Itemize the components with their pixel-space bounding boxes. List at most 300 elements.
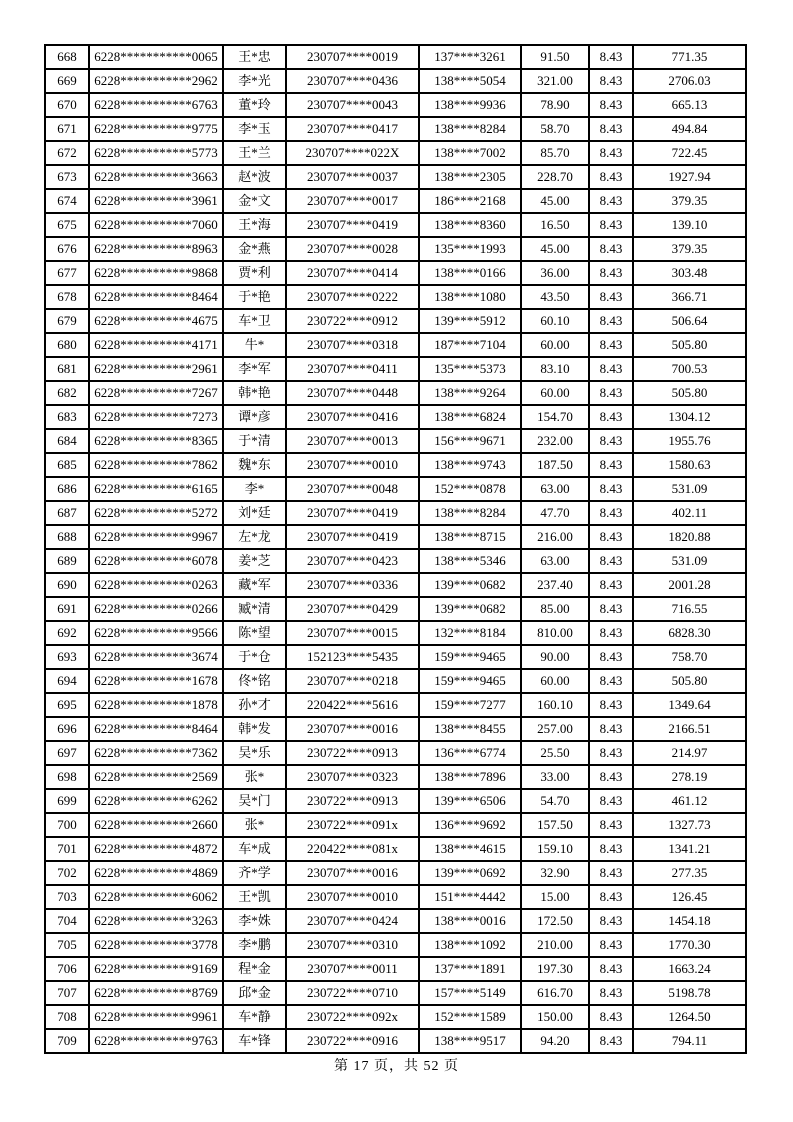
cell-total: 494.84 bbox=[633, 117, 746, 141]
cell-serial-no: 674 bbox=[45, 189, 89, 213]
cell-serial-no: 691 bbox=[45, 597, 89, 621]
cell-name: 王*兰 bbox=[223, 141, 286, 165]
cell-serial-no: 703 bbox=[45, 885, 89, 909]
cell-id-number: 230707****0336 bbox=[286, 573, 419, 597]
cell-card-number: 6228***********7862 bbox=[89, 453, 223, 477]
cell-card-number: 6228***********4171 bbox=[89, 333, 223, 357]
cell-amount: 16.50 bbox=[521, 213, 589, 237]
cell-serial-no: 669 bbox=[45, 69, 89, 93]
table-row bbox=[45, 477, 746, 501]
cell-rate: 8.43 bbox=[589, 237, 633, 261]
cell-serial-no: 683 bbox=[45, 405, 89, 429]
cell-total: 1820.88 bbox=[633, 525, 746, 549]
cell-phone: 136****9692 bbox=[419, 813, 521, 837]
cell-rate: 8.43 bbox=[589, 573, 633, 597]
cell-card-number: 6228***********6165 bbox=[89, 477, 223, 501]
cell-name: 魏*东 bbox=[223, 453, 286, 477]
cell-total: 505.80 bbox=[633, 381, 746, 405]
cell-total: 1327.73 bbox=[633, 813, 746, 837]
cell-card-number: 6228***********6763 bbox=[89, 93, 223, 117]
cell-serial-no: 706 bbox=[45, 957, 89, 981]
cell-serial-no: 687 bbox=[45, 501, 89, 525]
cell-card-number: 6228***********7060 bbox=[89, 213, 223, 237]
cell-total: 794.11 bbox=[633, 1029, 746, 1053]
cell-serial-no: 685 bbox=[45, 453, 89, 477]
cell-total: 1663.24 bbox=[633, 957, 746, 981]
cell-amount: 54.70 bbox=[521, 789, 589, 813]
cell-serial-no: 705 bbox=[45, 933, 89, 957]
cell-total: 531.09 bbox=[633, 549, 746, 573]
cell-card-number: 6228***********2660 bbox=[89, 813, 223, 837]
cell-rate: 8.43 bbox=[589, 117, 633, 141]
cell-name: 谭*彦 bbox=[223, 405, 286, 429]
cell-phone: 152****1589 bbox=[419, 1005, 521, 1029]
cell-name: 张* bbox=[223, 765, 286, 789]
cell-total: 505.80 bbox=[633, 669, 746, 693]
cell-total: 278.19 bbox=[633, 765, 746, 789]
cell-rate: 8.43 bbox=[589, 621, 633, 645]
table-row bbox=[45, 933, 746, 957]
cell-amount: 85.70 bbox=[521, 141, 589, 165]
cell-rate: 8.43 bbox=[589, 261, 633, 285]
table-row bbox=[45, 813, 746, 837]
cell-amount: 47.70 bbox=[521, 501, 589, 525]
cell-card-number: 6228***********2961 bbox=[89, 357, 223, 381]
cell-serial-no: 668 bbox=[45, 45, 89, 69]
cell-total: 722.45 bbox=[633, 141, 746, 165]
cell-total: 379.35 bbox=[633, 189, 746, 213]
cell-name: 李*光 bbox=[223, 69, 286, 93]
cell-serial-no: 692 bbox=[45, 621, 89, 645]
cell-amount: 33.00 bbox=[521, 765, 589, 789]
cell-rate: 8.43 bbox=[589, 45, 633, 69]
table-row bbox=[45, 597, 746, 621]
cell-card-number: 6228***********5773 bbox=[89, 141, 223, 165]
cell-rate: 8.43 bbox=[589, 741, 633, 765]
table-row bbox=[45, 789, 746, 813]
cell-name: 张* bbox=[223, 813, 286, 837]
cell-phone: 152****0878 bbox=[419, 477, 521, 501]
cell-total: 461.12 bbox=[633, 789, 746, 813]
table-row bbox=[45, 309, 746, 333]
cell-name: 于*清 bbox=[223, 429, 286, 453]
table-row bbox=[45, 645, 746, 669]
cell-total: 505.80 bbox=[633, 333, 746, 357]
cell-card-number: 6228***********9763 bbox=[89, 1029, 223, 1053]
table-row bbox=[45, 285, 746, 309]
cell-name: 李*姝 bbox=[223, 909, 286, 933]
table-row bbox=[45, 141, 746, 165]
cell-name: 陈*望 bbox=[223, 621, 286, 645]
table-row bbox=[45, 69, 746, 93]
cell-total: 506.64 bbox=[633, 309, 746, 333]
table-body bbox=[45, 45, 746, 1053]
cell-id-number: 230707****0016 bbox=[286, 861, 419, 885]
cell-serial-no: 688 bbox=[45, 525, 89, 549]
cell-total: 2706.03 bbox=[633, 69, 746, 93]
cell-phone: 139****0682 bbox=[419, 597, 521, 621]
table-row bbox=[45, 621, 746, 645]
cell-rate: 8.43 bbox=[589, 357, 633, 381]
cell-serial-no: 708 bbox=[45, 1005, 89, 1029]
cell-card-number: 6228***********4675 bbox=[89, 309, 223, 333]
cell-total: 277.35 bbox=[633, 861, 746, 885]
cell-serial-no: 686 bbox=[45, 477, 89, 501]
cell-amount: 228.70 bbox=[521, 165, 589, 189]
cell-phone: 138****9743 bbox=[419, 453, 521, 477]
cell-phone: 159****7277 bbox=[419, 693, 521, 717]
table-row bbox=[45, 261, 746, 285]
cell-rate: 8.43 bbox=[589, 765, 633, 789]
cell-total: 1580.63 bbox=[633, 453, 746, 477]
cell-name: 车*锋 bbox=[223, 1029, 286, 1053]
cell-amount: 616.70 bbox=[521, 981, 589, 1005]
cell-card-number: 6228***********7267 bbox=[89, 381, 223, 405]
cell-rate: 8.43 bbox=[589, 405, 633, 429]
cell-total: 700.53 bbox=[633, 357, 746, 381]
table-row bbox=[45, 333, 746, 357]
cell-id-number: 230707****0411 bbox=[286, 357, 419, 381]
cell-rate: 8.43 bbox=[589, 813, 633, 837]
cell-rate: 8.43 bbox=[589, 189, 633, 213]
cell-serial-no: 671 bbox=[45, 117, 89, 141]
table-row bbox=[45, 525, 746, 549]
table-row bbox=[45, 885, 746, 909]
cell-rate: 8.43 bbox=[589, 285, 633, 309]
cell-amount: 45.00 bbox=[521, 189, 589, 213]
cell-serial-no: 699 bbox=[45, 789, 89, 813]
cell-card-number: 6228***********3263 bbox=[89, 909, 223, 933]
cell-name: 韩*发 bbox=[223, 717, 286, 741]
cell-id-number: 230707****0416 bbox=[286, 405, 419, 429]
cell-amount: 232.00 bbox=[521, 429, 589, 453]
cell-amount: 187.50 bbox=[521, 453, 589, 477]
cell-amount: 83.10 bbox=[521, 357, 589, 381]
cell-serial-no: 670 bbox=[45, 93, 89, 117]
cell-phone: 136****6774 bbox=[419, 741, 521, 765]
table-row bbox=[45, 957, 746, 981]
cell-total: 5198.78 bbox=[633, 981, 746, 1005]
cell-rate: 8.43 bbox=[589, 549, 633, 573]
cell-amount: 197.30 bbox=[521, 957, 589, 981]
cell-phone: 138****9517 bbox=[419, 1029, 521, 1053]
cell-id-number: 230707****0037 bbox=[286, 165, 419, 189]
cell-name: 王*海 bbox=[223, 213, 286, 237]
cell-phone: 138****8284 bbox=[419, 117, 521, 141]
cell-rate: 8.43 bbox=[589, 981, 633, 1005]
cell-id-number: 230722****0913 bbox=[286, 741, 419, 765]
cell-amount: 159.10 bbox=[521, 837, 589, 861]
cell-rate: 8.43 bbox=[589, 309, 633, 333]
cell-phone: 138****5054 bbox=[419, 69, 521, 93]
cell-name: 臧*清 bbox=[223, 597, 286, 621]
cell-total: 1341.21 bbox=[633, 837, 746, 861]
cell-serial-no: 696 bbox=[45, 717, 89, 741]
cell-id-number: 230722****0710 bbox=[286, 981, 419, 1005]
cell-phone: 139****5912 bbox=[419, 309, 521, 333]
cell-phone: 138****2305 bbox=[419, 165, 521, 189]
cell-card-number: 6228***********3961 bbox=[89, 189, 223, 213]
cell-name: 李*玉 bbox=[223, 117, 286, 141]
cell-card-number: 6228***********2569 bbox=[89, 765, 223, 789]
cell-serial-no: 673 bbox=[45, 165, 89, 189]
cell-amount: 43.50 bbox=[521, 285, 589, 309]
cell-phone: 159****9465 bbox=[419, 669, 521, 693]
cell-total: 2166.51 bbox=[633, 717, 746, 741]
cell-rate: 8.43 bbox=[589, 333, 633, 357]
cell-id-number: 230707****0429 bbox=[286, 597, 419, 621]
cell-card-number: 6228***********6262 bbox=[89, 789, 223, 813]
cell-amount: 32.90 bbox=[521, 861, 589, 885]
cell-serial-no: 679 bbox=[45, 309, 89, 333]
cell-phone: 132****8184 bbox=[419, 621, 521, 645]
cell-phone: 138****1080 bbox=[419, 285, 521, 309]
cell-phone: 138****0016 bbox=[419, 909, 521, 933]
table-row bbox=[45, 909, 746, 933]
cell-amount: 60.00 bbox=[521, 669, 589, 693]
table-row bbox=[45, 405, 746, 429]
cell-rate: 8.43 bbox=[589, 861, 633, 885]
cell-rate: 8.43 bbox=[589, 693, 633, 717]
cell-amount: 172.50 bbox=[521, 909, 589, 933]
table-row bbox=[45, 501, 746, 525]
cell-amount: 810.00 bbox=[521, 621, 589, 645]
cell-phone: 138****8360 bbox=[419, 213, 521, 237]
cell-name: 韩*艳 bbox=[223, 381, 286, 405]
cell-serial-no: 697 bbox=[45, 741, 89, 765]
cell-phone: 137****3261 bbox=[419, 45, 521, 69]
cell-card-number: 6228***********3778 bbox=[89, 933, 223, 957]
cell-card-number: 6228***********0266 bbox=[89, 597, 223, 621]
cell-id-number: 230707****0323 bbox=[286, 765, 419, 789]
cell-rate: 8.43 bbox=[589, 789, 633, 813]
cell-name: 藏*军 bbox=[223, 573, 286, 597]
table-row bbox=[45, 1005, 746, 1029]
cell-card-number: 6228***********3674 bbox=[89, 645, 223, 669]
cell-rate: 8.43 bbox=[589, 885, 633, 909]
cell-card-number: 6228***********7273 bbox=[89, 405, 223, 429]
cell-id-number: 230707****0419 bbox=[286, 213, 419, 237]
cell-phone: 138****8284 bbox=[419, 501, 521, 525]
cell-name: 金*文 bbox=[223, 189, 286, 213]
cell-id-number: 230707****0318 bbox=[286, 333, 419, 357]
cell-phone: 186****2168 bbox=[419, 189, 521, 213]
page-footer bbox=[0, 1055, 793, 1075]
cell-rate: 8.43 bbox=[589, 93, 633, 117]
cell-card-number: 6228***********9169 bbox=[89, 957, 223, 981]
table-row bbox=[45, 117, 746, 141]
cell-phone: 138****9264 bbox=[419, 381, 521, 405]
cell-name: 刘*廷 bbox=[223, 501, 286, 525]
cell-serial-no: 700 bbox=[45, 813, 89, 837]
cell-phone: 138****8455 bbox=[419, 717, 521, 741]
cell-total: 1770.30 bbox=[633, 933, 746, 957]
table-row bbox=[45, 741, 746, 765]
cell-rate: 8.43 bbox=[589, 69, 633, 93]
cell-id-number: 230722****0916 bbox=[286, 1029, 419, 1053]
cell-card-number: 6228***********9967 bbox=[89, 525, 223, 549]
table-row bbox=[45, 189, 746, 213]
cell-id-number: 230722****092x bbox=[286, 1005, 419, 1029]
cell-name: 牛* bbox=[223, 333, 286, 357]
cell-id-number: 230707****0019 bbox=[286, 45, 419, 69]
cell-total: 758.70 bbox=[633, 645, 746, 669]
cell-total: 303.48 bbox=[633, 261, 746, 285]
cell-card-number: 6228***********6078 bbox=[89, 549, 223, 573]
cell-amount: 60.00 bbox=[521, 333, 589, 357]
cell-id-number: 152123****5435 bbox=[286, 645, 419, 669]
cell-phone: 139****0682 bbox=[419, 573, 521, 597]
table-row bbox=[45, 549, 746, 573]
cell-total: 6828.30 bbox=[633, 621, 746, 645]
cell-card-number: 6228***********7362 bbox=[89, 741, 223, 765]
cell-total: 2001.28 bbox=[633, 573, 746, 597]
cell-amount: 150.00 bbox=[521, 1005, 589, 1029]
cell-name: 王*凯 bbox=[223, 885, 286, 909]
table-row bbox=[45, 429, 746, 453]
cell-name: 董*玲 bbox=[223, 93, 286, 117]
cell-phone: 187****7104 bbox=[419, 333, 521, 357]
cell-id-number: 230707****0011 bbox=[286, 957, 419, 981]
cell-phone: 138****5346 bbox=[419, 549, 521, 573]
table-row bbox=[45, 837, 746, 861]
cell-total: 214.97 bbox=[633, 741, 746, 765]
cell-phone: 138****6824 bbox=[419, 405, 521, 429]
cell-card-number: 6228***********8365 bbox=[89, 429, 223, 453]
cell-total: 379.35 bbox=[633, 237, 746, 261]
cell-total: 665.13 bbox=[633, 93, 746, 117]
cell-card-number: 6228***********1878 bbox=[89, 693, 223, 717]
table-row bbox=[45, 981, 746, 1005]
cell-phone: 138****4615 bbox=[419, 837, 521, 861]
cell-phone: 138****1092 bbox=[419, 933, 521, 957]
cell-amount: 154.70 bbox=[521, 405, 589, 429]
cell-amount: 210.00 bbox=[521, 933, 589, 957]
cell-rate: 8.43 bbox=[589, 525, 633, 549]
cell-name: 李* bbox=[223, 477, 286, 501]
table-row bbox=[45, 45, 746, 69]
table-row bbox=[45, 573, 746, 597]
cell-rate: 8.43 bbox=[589, 669, 633, 693]
page-indicator: 第 17 页，共 52 页 bbox=[334, 1059, 459, 1074]
cell-serial-no: 676 bbox=[45, 237, 89, 261]
cell-name: 邱*金 bbox=[223, 981, 286, 1005]
cell-rate: 8.43 bbox=[589, 1005, 633, 1029]
cell-amount: 63.00 bbox=[521, 477, 589, 501]
cell-total: 1927.94 bbox=[633, 165, 746, 189]
cell-rate: 8.43 bbox=[589, 429, 633, 453]
cell-serial-no: 693 bbox=[45, 645, 89, 669]
cell-rate: 8.43 bbox=[589, 477, 633, 501]
cell-amount: 58.70 bbox=[521, 117, 589, 141]
cell-total: 716.55 bbox=[633, 597, 746, 621]
cell-phone: 138****9936 bbox=[419, 93, 521, 117]
cell-rate: 8.43 bbox=[589, 165, 633, 189]
cell-id-number: 230707****0448 bbox=[286, 381, 419, 405]
table-row bbox=[45, 861, 746, 885]
cell-phone: 138****7002 bbox=[419, 141, 521, 165]
cell-rate: 8.43 bbox=[589, 957, 633, 981]
cell-total: 402.11 bbox=[633, 501, 746, 525]
cell-name: 吴*乐 bbox=[223, 741, 286, 765]
cell-total: 139.10 bbox=[633, 213, 746, 237]
cell-phone: 137****1891 bbox=[419, 957, 521, 981]
cell-card-number: 6228***********9566 bbox=[89, 621, 223, 645]
cell-rate: 8.43 bbox=[589, 645, 633, 669]
table-row bbox=[45, 693, 746, 717]
cell-id-number: 230707****0048 bbox=[286, 477, 419, 501]
cell-id-number: 230707****0414 bbox=[286, 261, 419, 285]
cell-rate: 8.43 bbox=[589, 1029, 633, 1053]
cell-id-number: 230707****0417 bbox=[286, 117, 419, 141]
cell-total: 771.35 bbox=[633, 45, 746, 69]
cell-serial-no: 681 bbox=[45, 357, 89, 381]
cell-phone: 157****5149 bbox=[419, 981, 521, 1005]
cell-phone: 159****9465 bbox=[419, 645, 521, 669]
cell-rate: 8.43 bbox=[589, 909, 633, 933]
cell-card-number: 6228***********8464 bbox=[89, 717, 223, 741]
cell-serial-no: 672 bbox=[45, 141, 89, 165]
cell-amount: 237.40 bbox=[521, 573, 589, 597]
cell-card-number: 6228***********2962 bbox=[89, 69, 223, 93]
cell-id-number: 220422****5616 bbox=[286, 693, 419, 717]
cell-phone: 138****0166 bbox=[419, 261, 521, 285]
cell-id-number: 230722****0913 bbox=[286, 789, 419, 813]
cell-name: 赵*波 bbox=[223, 165, 286, 189]
table-row bbox=[45, 1029, 746, 1053]
cell-rate: 8.43 bbox=[589, 501, 633, 525]
cell-card-number: 6228***********8963 bbox=[89, 237, 223, 261]
cell-card-number: 6228***********9775 bbox=[89, 117, 223, 141]
cell-rate: 8.43 bbox=[589, 141, 633, 165]
cell-phone: 135****5373 bbox=[419, 357, 521, 381]
cell-id-number: 230707****0010 bbox=[286, 453, 419, 477]
cell-id-number: 230707****0419 bbox=[286, 525, 419, 549]
cell-card-number: 6228***********0065 bbox=[89, 45, 223, 69]
table-row bbox=[45, 381, 746, 405]
cell-serial-no: 698 bbox=[45, 765, 89, 789]
cell-id-number: 230707****022X bbox=[286, 141, 419, 165]
cell-total: 1349.64 bbox=[633, 693, 746, 717]
cell-id-number: 230722****091x bbox=[286, 813, 419, 837]
cell-amount: 216.00 bbox=[521, 525, 589, 549]
cell-serial-no: 702 bbox=[45, 861, 89, 885]
cell-id-number: 230707****0028 bbox=[286, 237, 419, 261]
cell-phone: 138****8715 bbox=[419, 525, 521, 549]
cell-id-number: 230707****0010 bbox=[286, 885, 419, 909]
cell-card-number: 6228***********5272 bbox=[89, 501, 223, 525]
cell-name: 孙*才 bbox=[223, 693, 286, 717]
cell-total: 531.09 bbox=[633, 477, 746, 501]
cell-phone: 156****9671 bbox=[419, 429, 521, 453]
cell-serial-no: 677 bbox=[45, 261, 89, 285]
cell-total: 1264.50 bbox=[633, 1005, 746, 1029]
cell-total: 1454.18 bbox=[633, 909, 746, 933]
cell-id-number: 230707****0013 bbox=[286, 429, 419, 453]
cell-id-number: 230707****0015 bbox=[286, 621, 419, 645]
cell-serial-no: 678 bbox=[45, 285, 89, 309]
payout-table bbox=[44, 44, 747, 1054]
cell-phone: 138****7896 bbox=[419, 765, 521, 789]
cell-id-number: 230707****0017 bbox=[286, 189, 419, 213]
cell-total: 1304.12 bbox=[633, 405, 746, 429]
cell-card-number: 6228***********9961 bbox=[89, 1005, 223, 1029]
table-row bbox=[45, 237, 746, 261]
table-row bbox=[45, 717, 746, 741]
cell-name: 车*成 bbox=[223, 837, 286, 861]
cell-name: 左*龙 bbox=[223, 525, 286, 549]
cell-id-number: 230707****0423 bbox=[286, 549, 419, 573]
